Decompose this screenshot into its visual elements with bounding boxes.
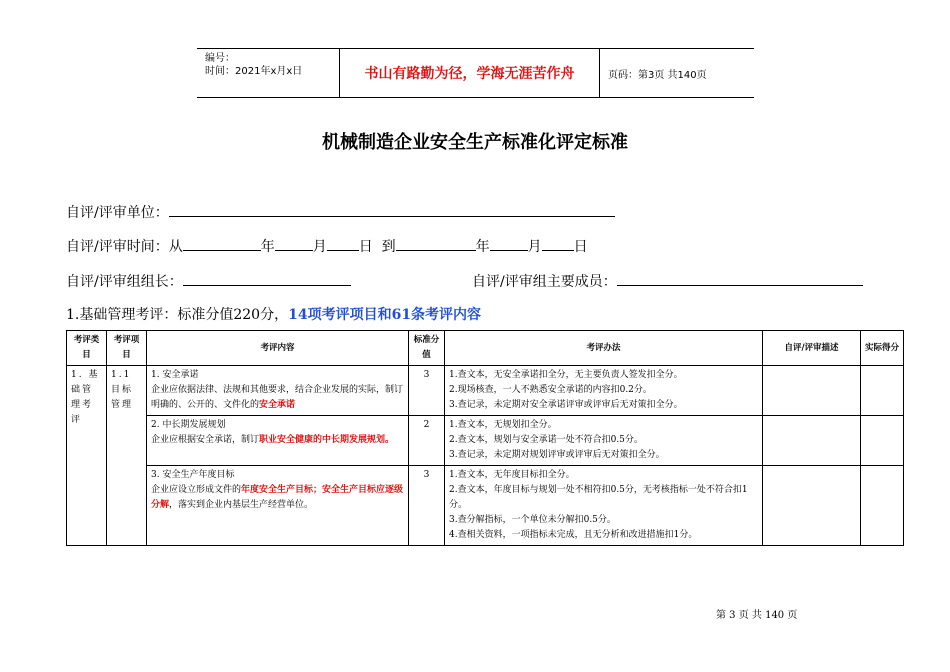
time-from-label: 自评/评审时间：从 bbox=[66, 239, 183, 255]
content-text-plain: 企业应根据安全承诺，制订 bbox=[151, 435, 260, 445]
from-year-blank[interactable] bbox=[183, 235, 261, 251]
leader-field bbox=[66, 270, 351, 291]
method-line: 2.查文本，规划与安全承诺一处不符合扣0.5分。 bbox=[449, 435, 643, 445]
unit-label: 自评/评审单位： bbox=[66, 205, 169, 221]
day-label: 日 bbox=[358, 239, 373, 255]
year-label: 年 bbox=[260, 239, 275, 255]
method-line: 1.查文本，无年度目标扣全分。 bbox=[449, 470, 575, 480]
header-desc: 自评/评审描述 bbox=[763, 331, 861, 366]
content-text bbox=[151, 483, 404, 513]
header-actual: 实际得分 bbox=[861, 331, 904, 366]
content-text-plain: 企业应设立形成文件的 bbox=[151, 485, 242, 495]
year-label: 年 bbox=[475, 239, 490, 255]
section-highlight: 14项考评项目和61条考评内容 bbox=[288, 307, 482, 323]
table-row bbox=[67, 466, 904, 546]
header-score: 标准分值 bbox=[409, 331, 445, 366]
section-heading bbox=[66, 304, 481, 324]
from-month-blank[interactable] bbox=[275, 235, 313, 251]
item-cell: 1.1 目标管理 bbox=[107, 366, 147, 546]
month-label: 月 bbox=[312, 239, 327, 255]
to-year-blank[interactable] bbox=[396, 235, 476, 251]
content-title: 2. 中长期发展规划 bbox=[151, 420, 226, 430]
desc-cell[interactable] bbox=[763, 416, 861, 466]
score-cell: 3 bbox=[409, 466, 445, 546]
method-line: 2.现场核查，一人不熟悉安全承诺的内容扣0.2分。 bbox=[449, 385, 652, 395]
members-field bbox=[472, 270, 863, 291]
header-meta bbox=[197, 49, 340, 97]
content-title: 1. 安全承诺 bbox=[151, 370, 199, 380]
content-cell bbox=[147, 466, 409, 546]
actual-cell[interactable] bbox=[861, 466, 904, 546]
content-text bbox=[151, 433, 404, 448]
content-text-red: 安全承诺 bbox=[259, 400, 296, 410]
header-motto: 书山有路勤为径，学海无涯苦作舟 bbox=[340, 49, 600, 97]
day-label: 日 bbox=[573, 239, 588, 255]
members-blank[interactable] bbox=[617, 270, 863, 286]
content-text bbox=[151, 383, 404, 413]
header-content: 考评内容 bbox=[147, 331, 409, 366]
criteria-table bbox=[66, 330, 904, 546]
from-day-blank[interactable] bbox=[327, 235, 359, 251]
unit-blank[interactable] bbox=[169, 201, 615, 217]
header-category: 考评类目 bbox=[67, 331, 107, 366]
method-line: 3.查分解指标，一个单位未分解扣0.5分。 bbox=[449, 515, 616, 525]
page-header bbox=[197, 48, 754, 98]
desc-cell[interactable] bbox=[763, 366, 861, 416]
page-footer: 第 3 页 共 140 页 bbox=[716, 610, 798, 621]
desc-cell[interactable] bbox=[763, 466, 861, 546]
leader-label: 自评/评审组组长： bbox=[66, 274, 183, 290]
header-method: 考评办法 bbox=[445, 331, 763, 366]
method-cell bbox=[445, 366, 763, 416]
table-row bbox=[67, 416, 904, 466]
score-cell: 3 bbox=[409, 366, 445, 416]
document-title: 机械制造企业安全生产标准化评定标准 bbox=[322, 132, 628, 153]
actual-cell[interactable] bbox=[861, 416, 904, 466]
table-header-row bbox=[67, 331, 904, 366]
category-cell: 1. 基础管理考评 bbox=[67, 366, 107, 546]
actual-cell[interactable] bbox=[861, 366, 904, 416]
content-text-red: 职业安全健康的中长期发展规划。 bbox=[259, 435, 395, 445]
section-prefix: 1.基础管理考评：标准分值220分， bbox=[66, 307, 289, 323]
method-line: 1.查文本，无规划扣全分。 bbox=[449, 420, 557, 430]
method-line: 3.查记录，未定期对安全承诺评审或评审后无对策扣全分。 bbox=[449, 400, 683, 410]
method-line: 1.查文本，无安全承诺扣全分，无主要负责人签发扣全分。 bbox=[449, 370, 683, 380]
leader-blank[interactable] bbox=[183, 270, 351, 286]
score-cell: 2 bbox=[409, 416, 445, 466]
table-row bbox=[67, 366, 904, 416]
content-text-plain: 企业应依据法律、法规和其他要求，结合企业发展的实际，制订明确的、公开的、文件化的 bbox=[151, 385, 404, 410]
method-line: 3.查记录，未定期对规划评审或评审后无对策扣全分。 bbox=[449, 450, 665, 460]
method-line: 2.查文本，年度目标与规划一处不相符扣0.5分，无考核指标一处不符合扣1分。 bbox=[449, 485, 748, 510]
unit-field bbox=[66, 201, 615, 222]
to-day-blank[interactable] bbox=[542, 235, 574, 251]
method-line: 4.查相关资料，一项指标未完成，且无分析和改进措施扣1分。 bbox=[449, 530, 698, 540]
to-label: 到 bbox=[381, 239, 396, 255]
content-title: 3. 安全生产年度目标 bbox=[151, 470, 235, 480]
header-item: 考评项目 bbox=[107, 331, 147, 366]
method-cell bbox=[445, 416, 763, 466]
month-label: 月 bbox=[527, 239, 542, 255]
method-cell bbox=[445, 466, 763, 546]
content-cell bbox=[147, 416, 409, 466]
content-text-red: 年度安全生产目标；安全生产目标应逐级分解 bbox=[151, 485, 404, 510]
content-cell bbox=[147, 366, 409, 416]
members-label: 自评/评审组主要成员： bbox=[472, 274, 617, 290]
content-text-after: ，落实到企业内基层生产经营单位。 bbox=[169, 500, 314, 510]
time-label: 时间：2021年x月x日 bbox=[205, 66, 303, 77]
time-field bbox=[66, 235, 588, 256]
to-month-blank[interactable] bbox=[490, 235, 528, 251]
header-page: 页码：第3页 共140页 bbox=[608, 69, 707, 81]
number-label: 编号： bbox=[205, 53, 235, 64]
